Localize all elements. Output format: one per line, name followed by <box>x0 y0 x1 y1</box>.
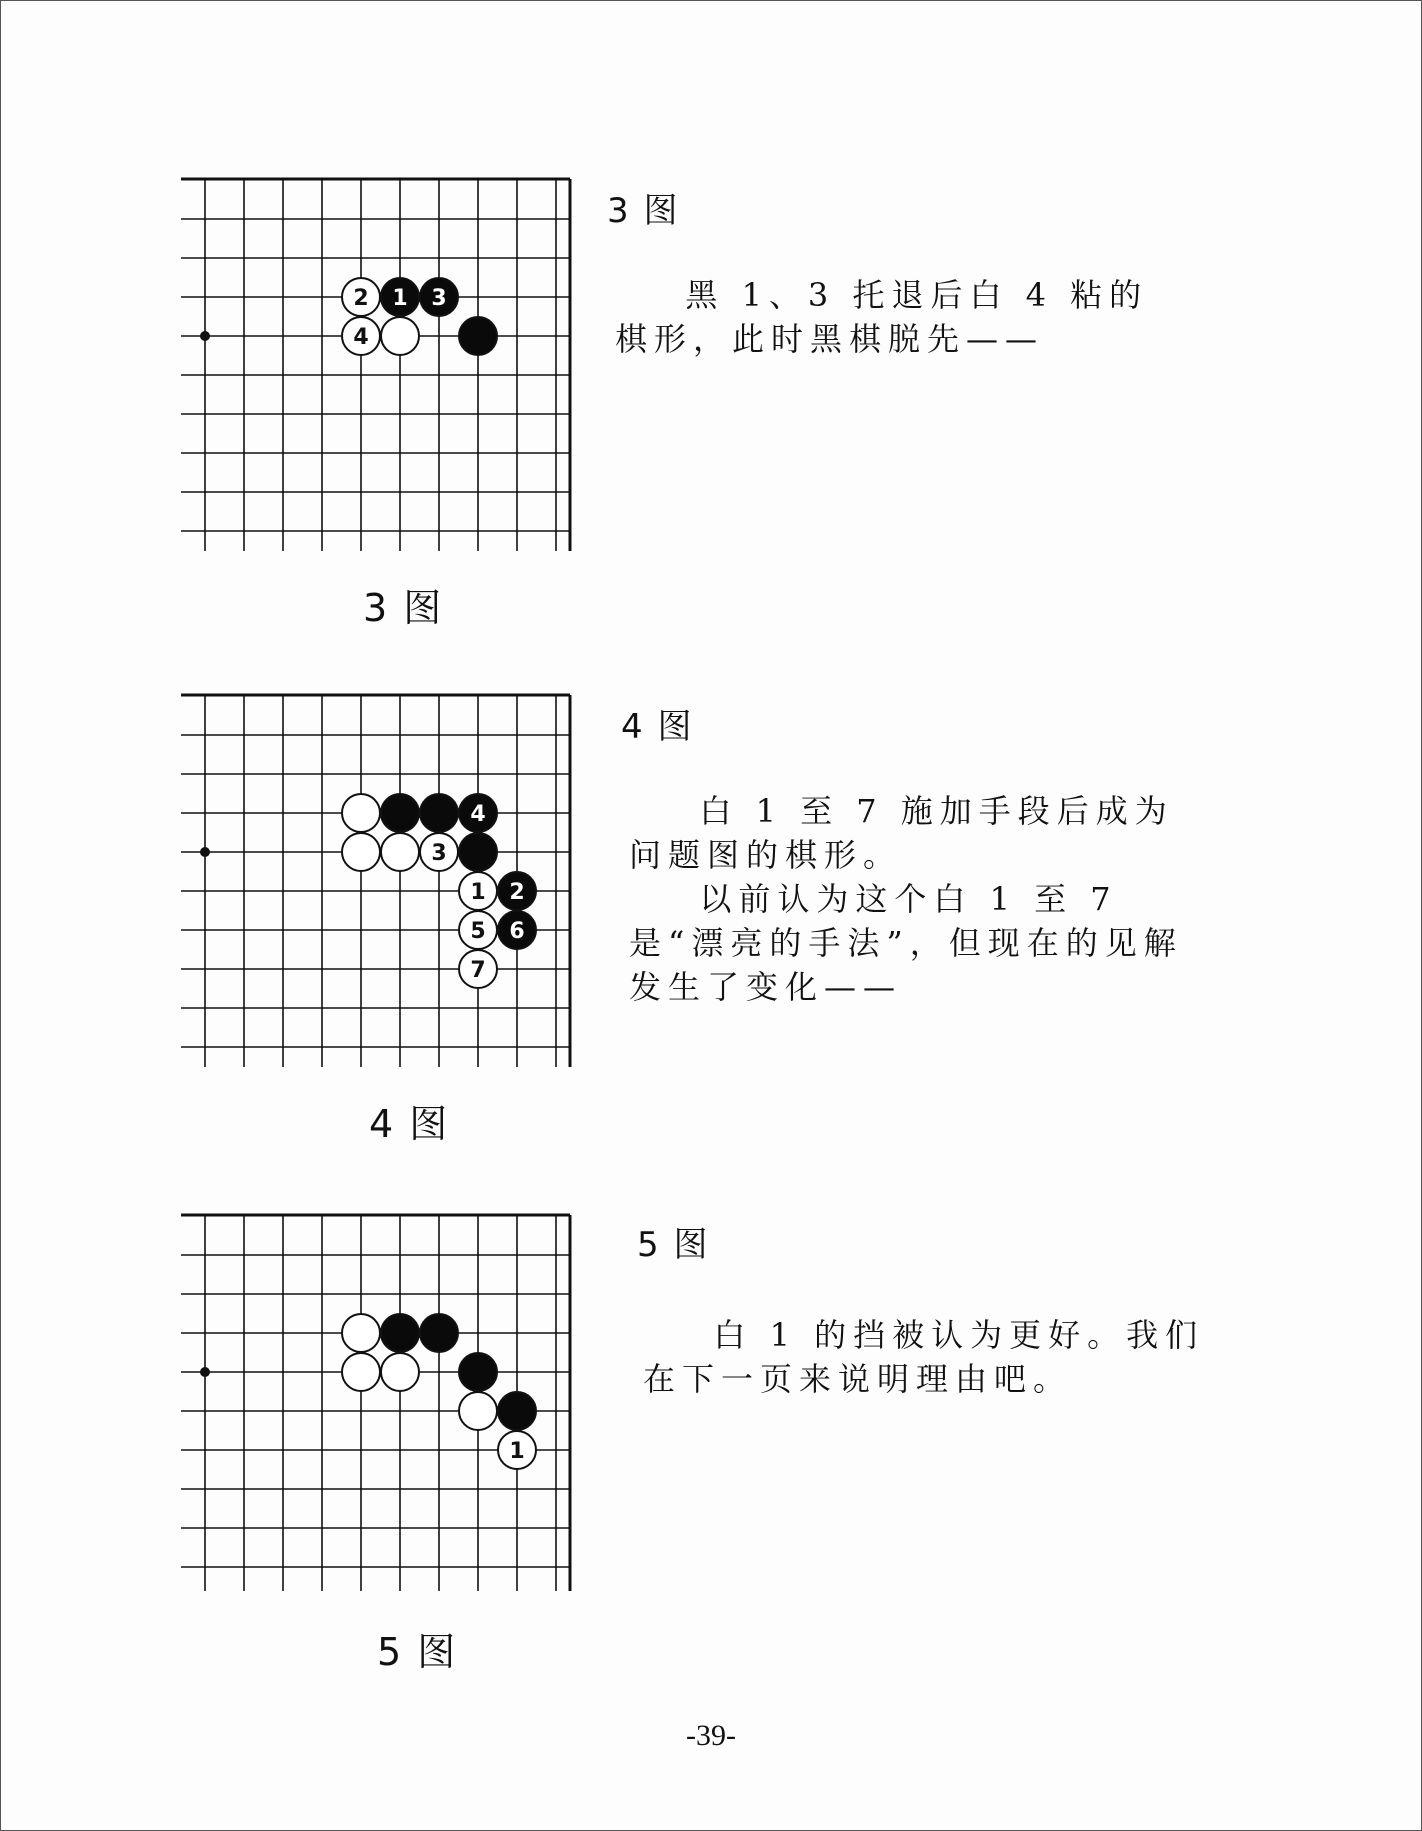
move-number: 1 <box>509 1439 525 1464</box>
black-stone <box>459 794 497 832</box>
black-stone <box>498 911 536 949</box>
move-number: 6 <box>509 919 525 944</box>
go-board-figure-3 <box>181 175 601 555</box>
star-point <box>200 1367 210 1377</box>
figure-3-heading: 3 图 <box>607 191 680 231</box>
move-number: 4 <box>470 802 486 827</box>
white-stone <box>342 317 380 355</box>
black-stone <box>459 1353 497 1391</box>
black-stone <box>420 1314 458 1352</box>
move-number: 3 <box>431 841 447 866</box>
black-stone <box>381 278 419 316</box>
figure-3-caption: 3 图 <box>363 586 444 630</box>
figure-4-commentary <box>629 789 1199 1009</box>
black-stone <box>381 1314 419 1352</box>
black-stone <box>498 1392 536 1430</box>
white-stone <box>342 1314 380 1352</box>
white-stone <box>459 872 497 910</box>
page-number: -39- <box>686 1719 736 1752</box>
black-stone <box>459 833 497 871</box>
white-stone <box>459 911 497 949</box>
white-stone <box>342 794 380 832</box>
black-stone <box>420 794 458 832</box>
white-stone <box>342 1353 380 1391</box>
white-stone <box>459 1392 497 1430</box>
commentary-paragraph: 以前认为这个白 1 至 7 是“漂亮的手法”，但现在的见解发生了变化—— <box>629 880 1183 1006</box>
white-stone <box>459 950 497 988</box>
black-stone <box>498 872 536 910</box>
star-point <box>200 847 210 857</box>
figure-3-commentary <box>615 273 1185 361</box>
move-number: 2 <box>509 880 525 905</box>
figure-5-commentary <box>643 1313 1213 1401</box>
white-stone <box>381 833 419 871</box>
figure-4-caption: 4 图 <box>369 1102 450 1146</box>
black-stone <box>420 278 458 316</box>
move-number: 7 <box>470 958 486 983</box>
move-number: 1 <box>392 286 408 311</box>
black-stone <box>381 794 419 832</box>
move-number: 2 <box>353 286 369 311</box>
commentary-paragraph: 白 1 的挡被认为更好。我们在下一页来说明理由吧。 <box>643 1316 1205 1398</box>
black-stone <box>459 317 497 355</box>
commentary-paragraph: 白 1 至 7 施加手段后成为问题图的棋形。 <box>629 792 1174 874</box>
figure-5-heading: 5 图 <box>637 1225 710 1265</box>
move-number: 1 <box>470 880 486 905</box>
commentary-paragraph: 黑 1、3 托退后白 4 粘的棋形，此时黑棋脱先—— <box>615 276 1149 358</box>
white-stone <box>498 1431 536 1469</box>
white-stone <box>381 1353 419 1391</box>
board-svg-4 <box>181 691 601 1071</box>
board-svg-5 <box>181 1211 621 1595</box>
figure-4-heading: 4 图 <box>621 707 694 747</box>
white-stone <box>381 317 419 355</box>
white-stone <box>342 833 380 871</box>
white-stone <box>342 278 380 316</box>
go-board-figure-5 <box>181 1211 621 1595</box>
white-stone <box>420 833 458 871</box>
move-number: 3 <box>431 286 447 311</box>
board-svg-3 <box>181 175 601 555</box>
figure-5-caption: 5 图 <box>377 1630 458 1674</box>
move-number: 5 <box>470 919 486 944</box>
move-number: 4 <box>353 325 369 350</box>
star-point <box>200 331 210 341</box>
go-board-figure-4 <box>181 691 601 1071</box>
